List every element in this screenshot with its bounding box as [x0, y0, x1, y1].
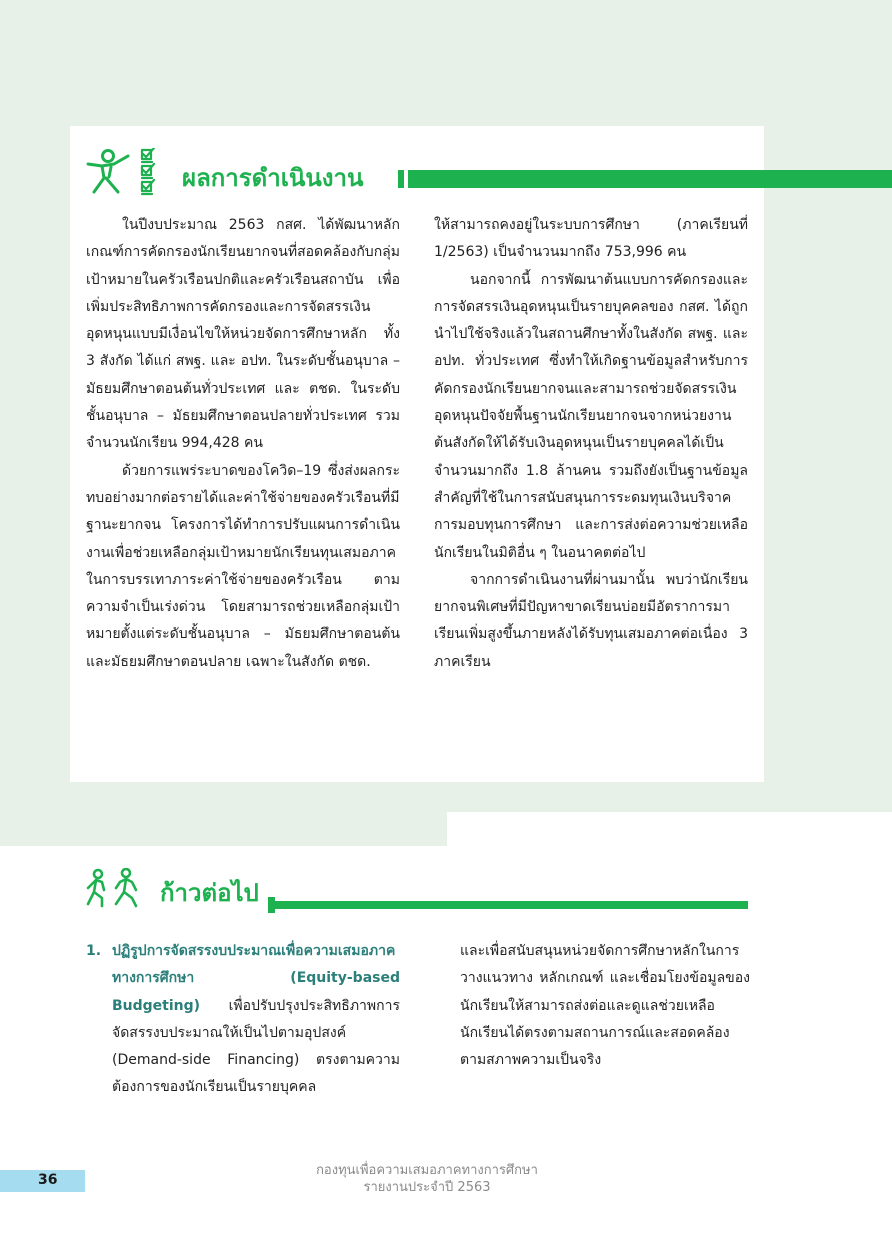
paragraph: นอกจากนี้ การพัฒนาต้นแบบการคัดกรองและการจัดสรรเงินอุดหนุนเป็นรายบุคคลของ กสศ. ได้ถูกนำไปใช้จริงแล้วในสถานศึกษาทั้งในสังกัด สพฐ. และ อปท. ทั่วประเทศ ซึ่งทำให้เกิดฐานข้อมูลสำหรับการคัดกรองนักเรียนยากจนและสามารถช่วยจัดสรรเงินอุดหนุนปัจจัยพื้นฐานนักเรียนยากจนจากหน่วยงานต้นสังกัดให้ได้รับเงินอุดหนุนเป็นรายบุคคลได้เป็นจำนวนมากถึง 1.8 ล้านคน รวมถึงยังเป็นฐานข้อมูลสำคัญที่ใช้ในการสนับสนุนการระดมทุนเงินบริจาค การมอบทุนการศึกษา และการส่งต่อความช่วยเหลือนักเรียนในมิติอื่น ๆ ในอนาคตต่อไป — [434, 271, 748, 561]
section-title-bar — [398, 170, 892, 188]
paragraph: ด้วยการแพร่ระบาดของโควิด–19 ซึ่งส่งผลกระทบอย่างมากต่อรายได้และค่าใช้จ่ายของครัวเรือนที่มีฐานะยากจน โครงการได้ทำการปรับแผนการดำเนินงานเพื่อช่วยเหลือกลุ่มเป้าหมายนักเรียนทุนเสมอภาคในการบรรเทาภาระค่าใช้จ่ายของครัวเรือน ตามความจำเป็นเร่งด่วน โดยสามารถช่วยเหลือกลุ่มเป้าหมายตั้งแต่ระดับชั้นอนุบาล – มัธยมศึกษาตอนต้นและมัธยมศึกษาตอนปลาย เฉพาะในสังกัด ตชด. — [86, 462, 400, 670]
next-steps-column-right — [460, 938, 750, 1074]
person-checklist-icon — [84, 148, 162, 200]
section-title-bar — [272, 901, 748, 909]
footer — [292, 1162, 562, 1196]
next-steps-column-left — [86, 938, 400, 1102]
page-number: 36 — [38, 1172, 58, 1188]
list-item-heading: ปฏิรูปการจัดสรรงบประมาณเพื่อความเสมอภาคทางการศึกษา (Equity-based Budgeting) — [112, 943, 400, 1014]
list-item — [112, 938, 400, 1102]
footer-line-report: รายงานประจำปี 2563 — [363, 1180, 491, 1195]
section-header-next-steps — [84, 868, 259, 912]
list-item-number: 1. — [86, 943, 102, 959]
section-title-bar-divider — [404, 170, 408, 188]
walking-people-icon — [84, 868, 146, 912]
section-header-results — [84, 148, 363, 200]
footer-line-organization: กองทุนเพื่อความเสมอภาคทางการศึกษา — [316, 1163, 538, 1178]
results-column-left — [86, 212, 400, 676]
list-item-text: เพื่อปรับปรุงประสิทธิภาพการจัดสรรงบประมาณให้เป็นไปตามอุปสงค์ (Demand-side Financing) ตรงตามความต้องการของนักเรียนเป็นรายบุคคล — [112, 997, 400, 1096]
background-notch — [447, 812, 892, 846]
section-title-results: ผลการดำเนินงาน — [182, 164, 364, 192]
paragraph: ในปีงบประมาณ 2563 กสศ. ได้พัฒนาหลักเกณฑ์การคัดกรองนักเรียนยากจนที่สอดคล้องกับกลุ่มเป้าหมายในครัวเรือนปกติและครัวเรือนสถาบัน เพื่อเพิ่มประสิทธิภาพการคัดกรองและการจัดสรรเงินอุดหนุนแบบมีเงื่อนไขให้หน่วยจัดการศึกษาหลัก ทั้ง 3 สังกัด ได้แก่ สพฐ. และ อปท. ในระดับชั้นอนุบาล – มัธยมศึกษาตอนต้นทั่วประเทศ และ ตชด. ในระดับชั้นอนุบาล – มัธยมศึกษาตอนปลายทั่วประเทศ รวมจำนวนนักเรียน 994,428 คน — [86, 217, 400, 452]
paragraph: และเพื่อสนับสนุนหน่วยจัดการศึกษาหลักในการวางแนวทาง หลักเกณฑ์ และเชื่อมโยงข้อมูลของนักเรียนให้สามารถส่งต่อและดูแลช่วยเหลือนักเรียนได้ตรงตามสถานการณ์และสอดคล้องตามสภาพความเป็นจริง — [460, 943, 750, 1069]
section-title-next-steps: ก้าวต่อไป — [160, 879, 259, 907]
paragraph: ให้สามารถคงอยู่ในระบบการศึกษา (ภาคเรียนที่ 1/2563) เป็นจำนวนมากถึง 753,996 คน — [434, 217, 748, 261]
results-column-right — [434, 212, 748, 676]
paragraph: จากการดำเนินงานที่ผ่านมานั้น พบว่านักเรียนยากจนพิเศษที่มีปัญหาขาดเรียนบ่อยมีอัตราการมาเรียนเพิ่มสูงขึ้นภายหลังได้รับทุนเสมอภาคต่อเนื่อง 3 ภาคเรียน — [434, 571, 748, 670]
